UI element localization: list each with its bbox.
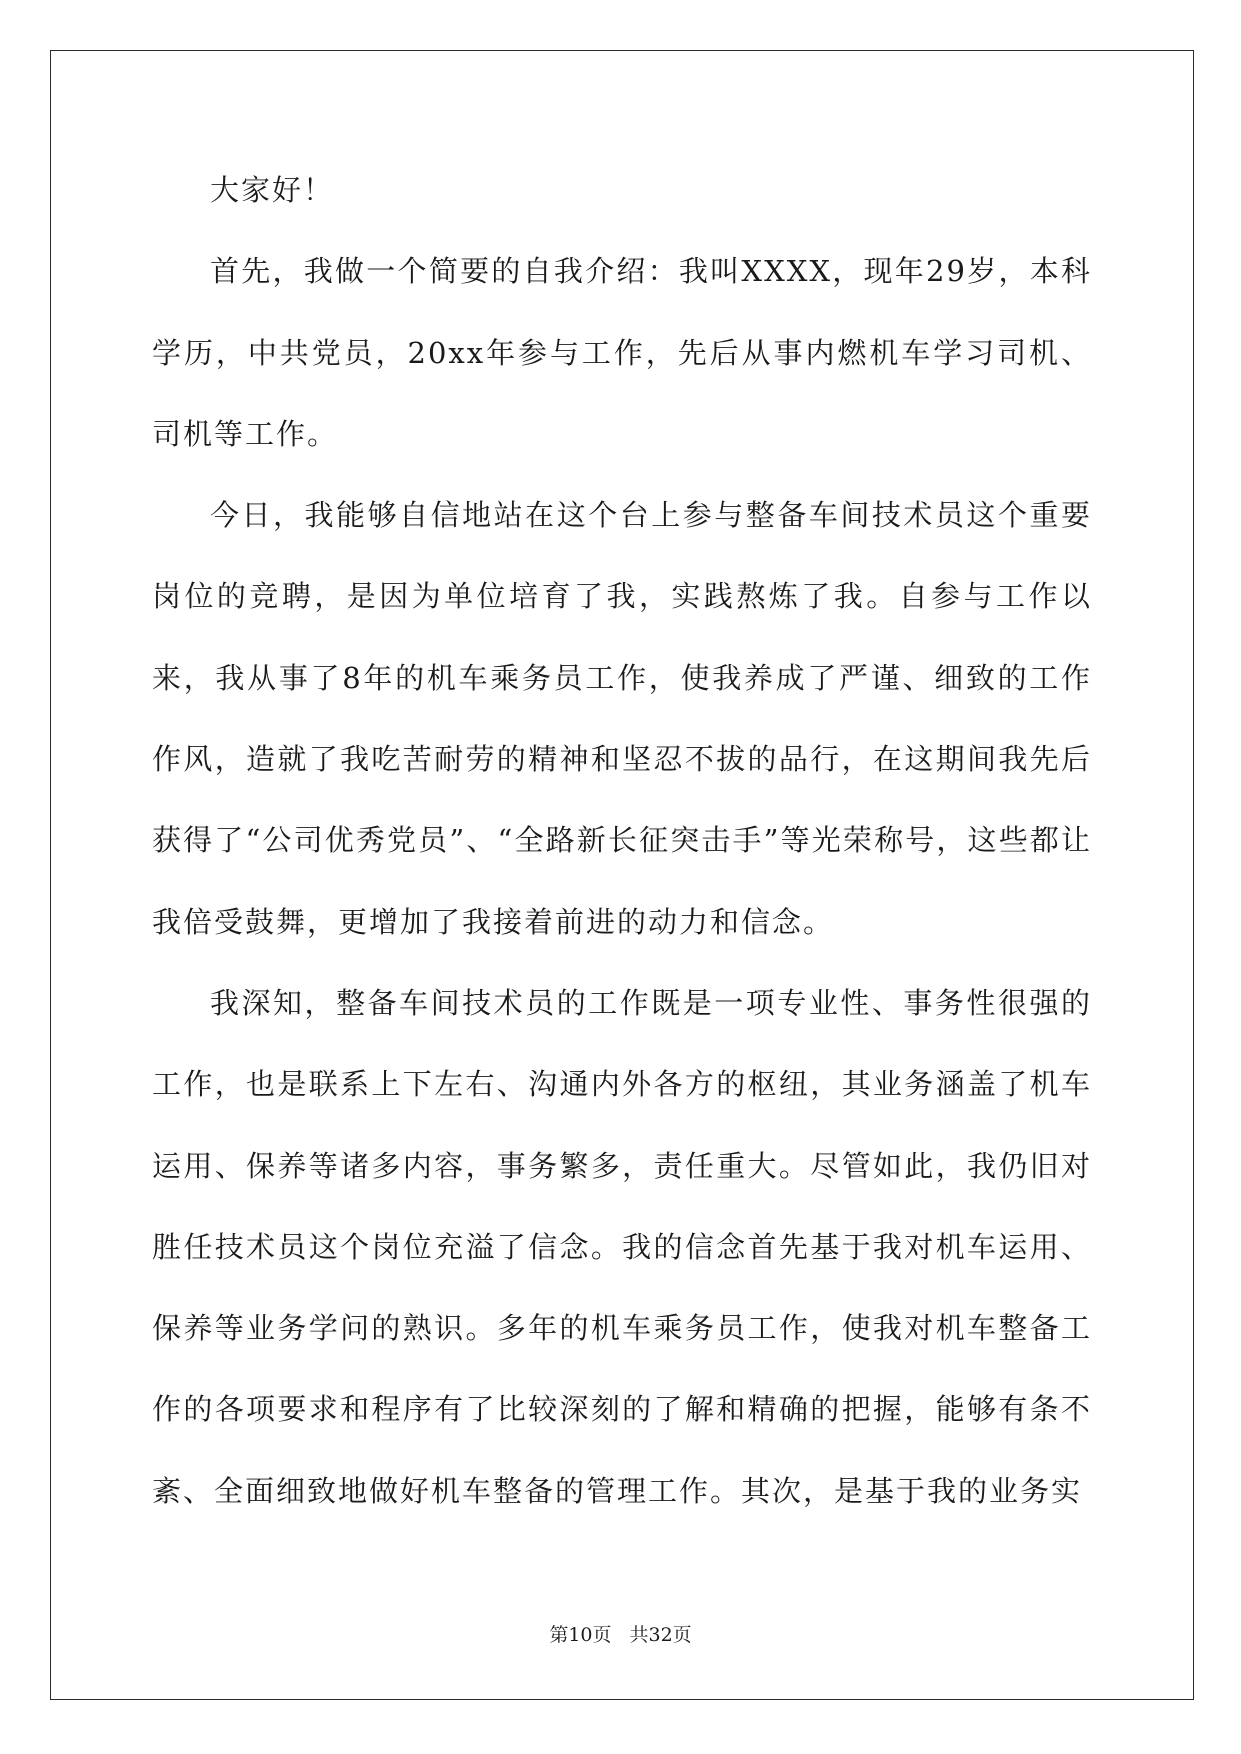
page-footer xyxy=(0,1620,1241,1647)
document-body xyxy=(152,150,1092,1532)
paragraph-qualification: 我深知，整备车间技术员的工作既是一项专业性、事务性很强的工作，也是联系上下左右、沟通内外各方的枢纽，其业务涵盖了机车运用、保养等诸多内容，事务繁多，责任重大。尽管如此，我仍旧对胜任技术员这个岗位充溢了信念。我的信念首先基于我对机车运用、保养等业务学问的熟识。多年的机车乘务员工作，使我对机车整备工作的各项要求和程序有了比较深刻的了解和精确的把握，能够有条不紊、全面细致地做好机车整备的管理工作。其次，是基于我的业务实 xyxy=(152,985,1092,1508)
paragraph-experience: 今日，我能够自信地站在这个台上参与整备车间技术员这个重要岗位的竞聘，是因为单位培育了我，实践熬炼了我。自参与工作以来，我从事了8年的机车乘务员工作，使我养成了严谨、细致的工作作风，造就了我吃苦耐劳的精神和坚忍不拔的品行，在这期间我先后获得了“公司优秀党员”、“全路新长征突击手”等光荣称号，这些都让我倍受鼓舞，更增加了我接着前进的动力和信念。 xyxy=(152,498,1092,939)
page-number: 第10页 xyxy=(549,1624,612,1646)
page-total: 共32页 xyxy=(629,1624,692,1646)
paragraph-introduction: 首先，我做一个简要的自我介绍：我叫XXXX，现年29岁，本科学历，中共党员，20xx年参与工作，先后从事内燃机车学习司机、司机等工作。 xyxy=(152,254,1092,451)
paragraph-greeting: 大家好！ xyxy=(210,173,335,207)
